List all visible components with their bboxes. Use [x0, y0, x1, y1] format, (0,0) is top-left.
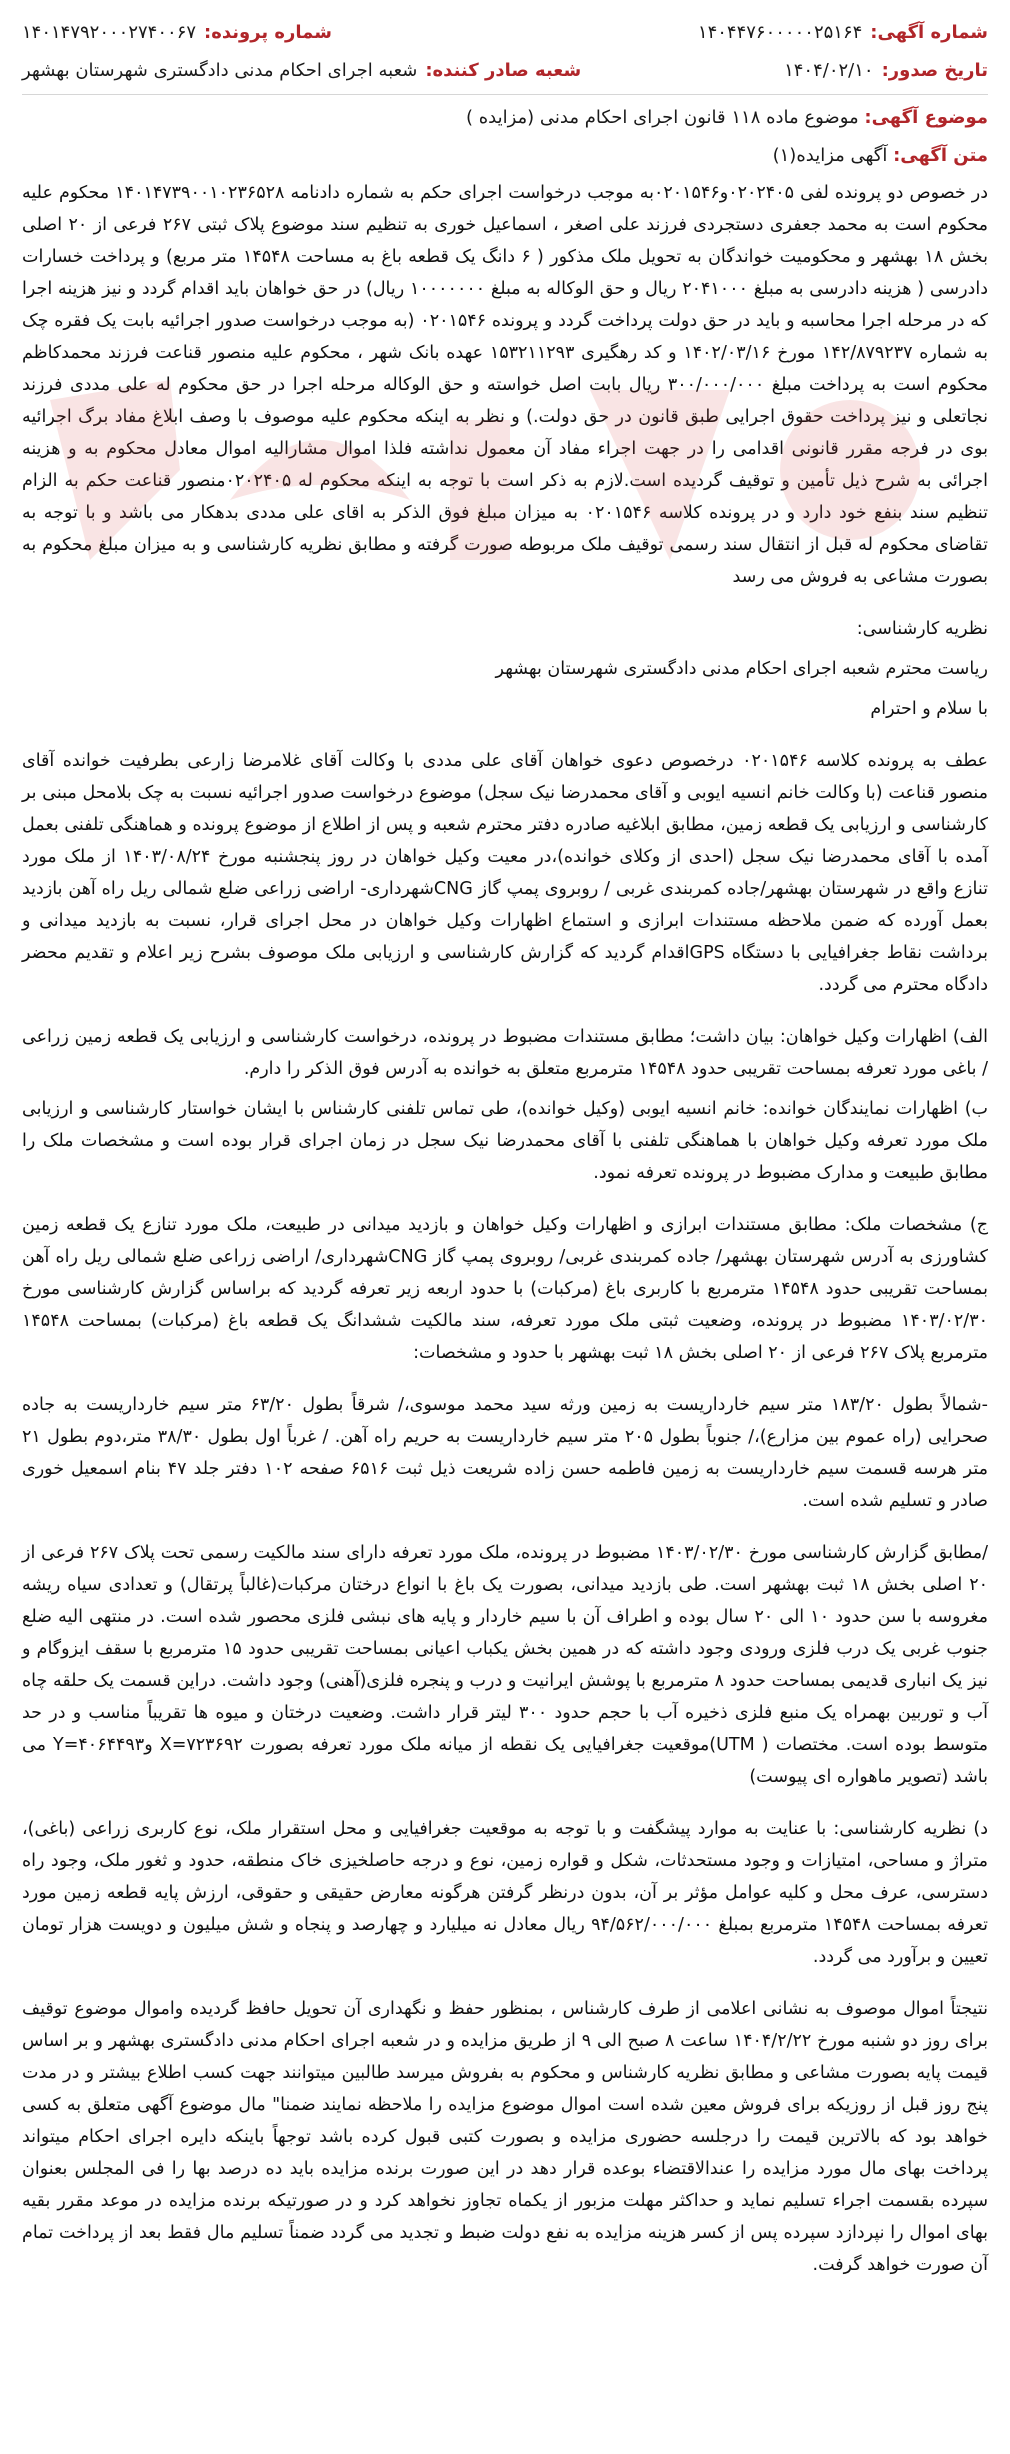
- issuer-value: شعبه اجرای احکام مدنی دادگستری شهرستان بهشهر: [22, 60, 418, 81]
- header-row-2: [22, 52, 988, 90]
- subject-label: موضوع آگهی:: [864, 107, 988, 128]
- paragraph-boundaries: -شمالاً بطول ۱۸۳/۲۰ متر سیم خارداریست به زمین ورثه سید محمد موسوی،/ شرقاً بطول ۶۳/۲۰ متر سیم خارداریست به جاده صحرایی (راه عموم بین مزارع)،/ جنوباً بطول ۲۰۵ متر سیم خارداریست به حریم راه آهن. / غرباً اول بطول ۳۸/۳۰ متر،دوم بطول ۲۱ متر هرسه قسمت سیم خارداریست به زمین فاطمه حسن زاده شریعت ذیل ثبت ۶۵۱۶ صفحه ۱۰۲ دفتر جلد ۴۷ بنام اسمعیل خوری صادر و تسلیم شده است.: [22, 1395, 988, 1511]
- notice-number-field: [698, 14, 988, 52]
- notice-number-label: شماره آگهی:: [870, 22, 988, 43]
- issuer-label: شعبه صادر کننده:: [425, 60, 582, 81]
- issue-date-field: [784, 52, 988, 90]
- greeting: با سلام و احترام: [870, 699, 988, 719]
- divider: [22, 94, 988, 95]
- issue-date-value: ۱۴۰۴/۰۲/۱۰: [784, 60, 874, 81]
- auction-title: آگهی مزایده(۱): [772, 145, 888, 166]
- text-heading-row: [22, 137, 988, 175]
- paragraph-dal: د) نظریه کارشناسی: با عنایت به موارد پیشگفت و با توجه به موقعیت جغرافیایی و محل استقرار ملک، نوع کاربری زراعی (باغی)، متراژ و مساحی، امتیازات و وجود مستحدثات، شکل و قواره زمین، نوع و درجه حاصلخیزی خاک منطقه، حدود و ثغور ملک، وجود راه دسترسی، عرف محل و کلیه عوامل مؤثر بر آن، بدون درنظر گرفتن هرگونه معارض حقیقی و حقوقی، ارزش پایه قطعه زمین مورد تعرفه بمساحت ۱۴۵۴۸ مترمربع بمبلغ ۹۴/۵۶۲/۰۰۰/۰۰۰ ریال معادل نه میلیارد و چهارصد و پنجاه و شش میلیون و دویست هزار تومان تعیین و برآورد می گردد.: [22, 1819, 988, 1967]
- issue-date-label: تاریخ صدور:: [881, 60, 988, 81]
- subject-row: [22, 99, 988, 137]
- paragraph-jim: ج) مشخصات ملک: مطابق مستندات ابرازی و اظهارات وکیل خواهان و بازدید میدانی در طبیعت، ملک مورد تنازع یک قطعه زمین کشاورزی به آدرس شهرستان بهشهر/ جاده کمربندی غربی/ روبروی پمپ گاز CNGشهرداری/ اراضی زراعی ضلع شمالی ریل راه آهن بمساحت تقریبی حدود ۱۴۵۴۸ مترمربع با کاربری باغ (مرکبات) با حدود اربعه زیر تعرفه گردید که براساس گزارش کارشناسی مورخ ۱۴۰۳/۰۲/۳۰ مضبوط در پرونده، وضعیت ثبتی ملک مورد تعرفه، سند مالکیت ششدانگ یک قطعه باغ (مرکبات) بمساحت ۱۴۵۴۸ مترمربع پلاک ۲۶۷ فرعی از ۲۰ اصلی بخش ۱۸ ثبت بهشهر با حدود و مشخصات:: [22, 1215, 988, 1363]
- paragraph-report-match: /مطابق گزارش کارشناسی مورخ ۱۴۰۳/۰۲/۳۰ مضبوط در پرونده، ملک مورد تعرفه دارای سند مالکیت رسمی تحت پلاک ۲۶۷ فرعی از ۲۰ اصلی بخش ۱۸ ثبت بهشهر است. طی بازدید میدانی، بصورت یک باغ با انواع درختان مرکبات(غالباً پرتقال) و تعدادی سیاه ریشه مغروسه با سن حدود ۱۰ الی ۲۰ سال بوده و اطراف آن با سیم خاردار و پایه های نبشی فلزی محصور شده است. در منتهی الیه ضلع جنوب غربی یک درب فلزی ورودی وجود داشته که در همین بخش یکباب اعیانی بمساحت تقریبی حدود ۱۵ مترمربع با سقف ایزوگام و نیز یک انباری قدیمی بمساحت حدود ۸ مترمربع با پوشش ایرانیت و درب و پنجره فلزی(آهنی) وجود داشت. دراین قسمت یک حلقه چاه آب و توربین بهمراه یک منبع فلزی ذخیره آب با حجم حدود ۳۰۰ لیتر قرار داشت. وضعیت درختان و میوه ها تقریباً مناسب و در حد متوسط بوده است. مختصات ( UTM)موقعیت جغرافیایی یک نقطه از میانه ملک مورد تعرفه بصورت X=۷۲۳۶۹۲ وY=۴۰۶۴۴۹۳ می باشد (تصویر ماهواره ای پیوست): [22, 1543, 989, 1787]
- paragraph-conclusion: نتیجتاً اموال موصوف به نشانی اعلامی از طرف کارشناس ، بمنظور حفظ و نگهداری آن تحویل حافظ گردیده واموال موضوع توقیف برای روز دو شنبه مورخ ۱۴۰۴/۲/۲۲ ساعت ۸ صبح الی ۹ از طریق مزایده و در شعبه اجرای احکام مدنی دادگستری بهشهر و بر اساس قیمت پایه بصورت مشاعی و مطابق نظریه کارشناس و محکوم به بفروش میرسد طالبین میتوانند جهت کسب اطلاع بیشتر و در مدت پنج روز قبل از روزیکه برای فروش معین شده است اموال موضوع مزایده را ملاحظه نمایند ضمنا" مال موضوع آگهی متعلق به کسی خواهد بود که بالاترین قیمت را درجلسه حضوری مزایده و بصورت کتبی قبول کرده باشد توجهاً باینکه دایره اجرای احکام میتواند پرداخت بهای مال مورد مزایده را عندالاقتضاء بوعده قرار دهد در این صورت برنده مزایده باید ده درصد بها را فی المجلس بعنوان سپرده بقسمت اجراء تسلیم نماید و حداکثر مهلت مزبور از یکماه تجاوز نخواهد کرد و در صورتیکه برنده مزایده در موعد مقرر بقیه بهای اموال را نپردازد سپرده پس از کسر هزینه مزایده به نفع دولت ضبط و تجدید می گردد ضمناً تسلیم مال فقط بعد از پرداخت تمام آن صورت خواهد گرفت.: [22, 1999, 989, 2275]
- paragraph-alef: الف) اظهارات وکیل خواهان: بیان داشت؛ مطابق مستندات مضبوط در پرونده، درخواست کارشناسی و ارزیابی یک قطعه زمین زراعی / باغی مورد تعرفه بمساحت تقریبی حدود ۱۴۵۴۸ مترمربع متعلق به خوانده به آدرس فوق الذکر را دارم.: [22, 1027, 988, 1079]
- paragraph-expert-visit: عطف به پرونده کلاسه ۰۲۰۱۵۴۶ درخصوص دعوی خواهان آقای علی مددی با وکالت آقای غلامرضا زارعی بطرفیت خوانده آقای منصور قناعت (با وکالت خانم انسیه ایوبی و آقای محمدرضا نیک سجل) موضوع درخواست صدور اجرائیه نسبت به چک بلامحل مبنی بر کارشناسی و ارزیابی یک قطعه زمین، مطابق ابلاغیه صادره دفتر محترم شعبه و پس از اطلاع از موضوع پرونده و هماهنگی تلفنی بعمل آمده با آقای محمدرضا نیک سجل (احدی از وکلای خوانده)،در معیت وکیل خواهان در روز پنجشنبه مورخ ۱۴۰۳/۰۸/۲۴ از ملک مورد تنازع واقع در شهرستان بهشهر/جاده کمربندی غربی / روبروی پمپ گاز CNGشهرداری- اراضی زراعی ضلع شمالی ریل راه آهن بازدید بعمل آورده که ضمن ملاحظه مستندات ابرازی و استماع اظهارات وکیل خواهان در محل اجرای قرار، نسبت به بازدید میدانی و برداشت نقاط جغرافیایی با دستگاه GPSاقدام گردید که گزارش کارشناسی و ارزیابی ملک موصوف بشرح زیر اعلام و تقدیم محضر دادگاه محترم می گردد.: [22, 751, 989, 995]
- case-number-field: [22, 14, 332, 52]
- header-row-1: [22, 14, 988, 52]
- case-number-label: شماره پرونده:: [204, 22, 332, 43]
- addressee: ریاست محترم شعبه اجرای احکام مدنی دادگستری شهرستان بهشهر: [495, 659, 988, 679]
- case-number-value: ۱۴۰۱۴۷۹۲۰۰۰۲۷۴۰۰۶۷: [22, 22, 197, 43]
- notice-number-value: ۱۴۰۴۴۷۶۰۰۰۰۰۲۵۱۶۴: [697, 22, 863, 43]
- subject-value: موضوع ماده ۱۱۸ قانون اجرای احکام مدنی (مزایده ): [465, 107, 859, 128]
- text-label: متن آگهی:: [893, 145, 988, 166]
- expert-opinion-heading: نظریه کارشناسی:: [856, 619, 988, 639]
- issuer-field: [22, 52, 581, 90]
- notice-body: [22, 177, 988, 2281]
- paragraph-case-summary: در خصوص دو پرونده لفی ۰۲۰۲۴۰۵و۰۲۰۱۵۴۶به موجب درخواست اجرای حکم به شماره دادنامه ۱۴۰۱۴۷۳۹۰۰۱۰۲۳۶۵۲۸ محکوم علیه محکوم است به محمد جعفری دستجردی فرزند علی اصغر ، اسماعیل خوری به تنظیم سند موضوع پلاک ثبتی ۲۶۷ فرعی از ۲۰ اصلی بخش ۱۸ بهشهر و محکومیت خواندگان به تحویل ملک مذکور ( ۶ دانگ یک قطعه باغ به مساحت ۱۴۵۴۸ متر مربع) و پرداخت خسارات دادرسی ( هزینه دادرسی به مبلغ ۲۰۴۱۰۰۰ ریال و حق الوکاله به مبلغ ۱۰۰۰۰۰۰۰ ریال) در حق خواهان باید اقدام گردد و نیز هزینه اجرا که در مرحله اجرا محاسبه و باید در حق دولت پرداخت گردد و پرونده ۰۲۰۱۵۴۶ (به موجب درخواست صدور اجرائیه بابت یک فقره چک به شماره ۱۴۲/۸۷۹۲۳۷ مورخ ۱۴۰۲/۰۳/۱۶ و کد رهگیری ۱۵۳۲۱۱۲۹۳ عهده بانک شهر ، محکوم علیه منصور قناعت فرزند محمدکاظم محکوم است به پرداخت مبلغ ۳۰۰/۰۰۰/۰۰۰ ریال بابت اصل خواسته و حق الوکاله مرحله اجرا در حق محکوم له علی مددی فرزند نجاتعلی و نیز پرداخت حقوق اجرایی طبق قانون در حق دولت.) و نظر به اینکه محکوم علیه موصوف با وصف ابلاغ مفاد برگ اجرائیه بوی در فرجه مقرر قانونی اقدامی را در جهت اجراء مفاد آن معمول نداشته فلذا اموال مشارالیه اموال معادل محکوم به و هزینه اجرائی به شرح ذیل تأمین و توقیف گردیده است.لازم به ذکر است با توجه به اینکه محکوم له ۰۲۰۲۴۰۵منصور قناعت حکم به الزام تنظیم سند بنفع خود دارد و در پرونده کلاسه ۰۲۰۱۵۴۶ به میزان مبلغ فوق الذکر به اقای علی مددی بدهکار می باشد و با توجه به تقاضای محکوم له قبل از انتقال سند رسمی توقیف ملک مربوطه صورت گرفته و مطابق نظریه کارشناسی و به میزان مبلغ محکوم به بصورت مشاعی به فروش می رسد: [22, 183, 989, 587]
- paragraph-be: ب) اظهارات نمایندگان خوانده: خانم انسیه ایوبی (وکیل خوانده)، طی تماس تلفنی کارشناس با ایشان خواستار کارشناسی و ارزیابی ملک مورد تعرفه وکیل خواهان با هماهنگی تلفنی با آقای محمدرضا نیک سجل در زمان اجرای قرار بوده است و مشخصات ملک را مطابق طبیعت و مدارک مضبوط در پرونده تعرفه نمود.: [22, 1099, 988, 1183]
